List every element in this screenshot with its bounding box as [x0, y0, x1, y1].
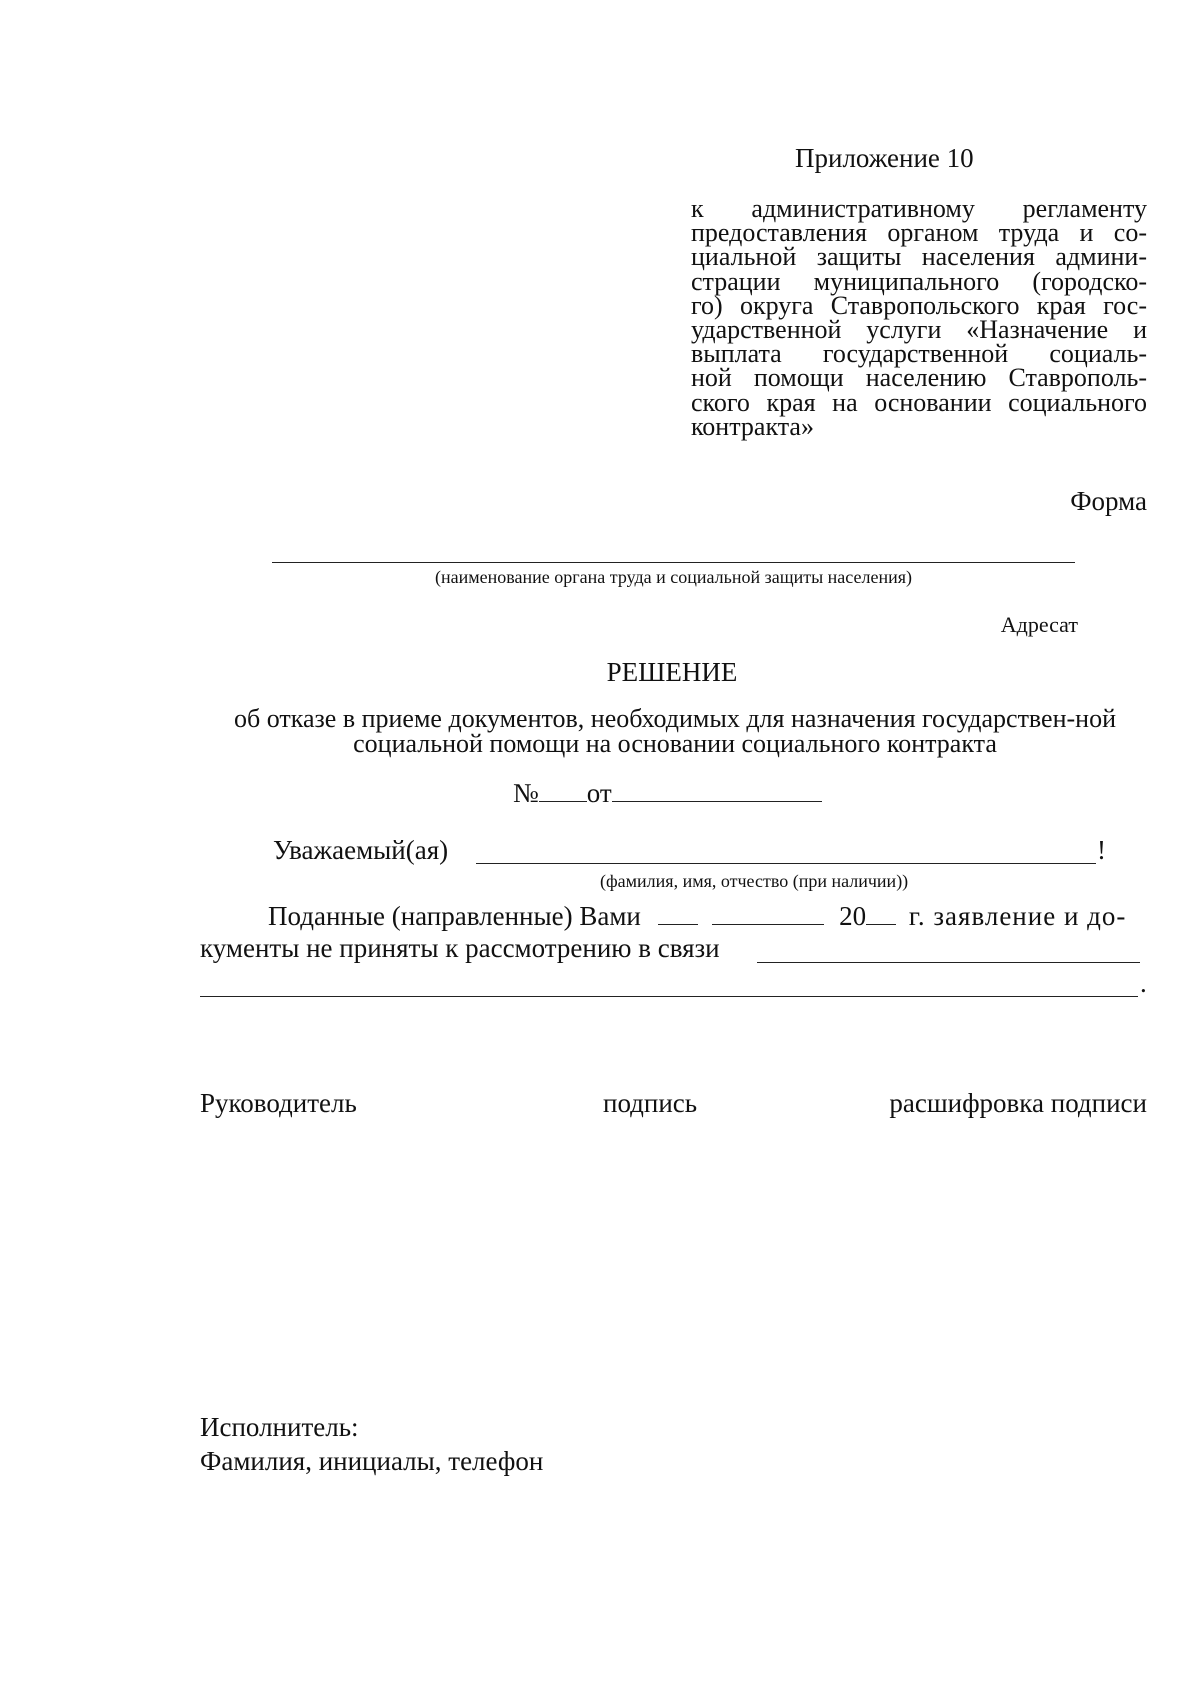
body-row-1-end: г. заявление и до-: [908, 901, 1127, 931]
month-blank[interactable]: [712, 902, 824, 925]
appendix-line: циальной защиты населения админи-: [691, 242, 1147, 272]
appendix-line: ского края на основании социального: [691, 387, 1147, 417]
body-end-period: .: [1140, 968, 1147, 998]
addressee-label: Адресат: [1000, 612, 1078, 637]
appendix-line: ударственной услуги «Назначение и: [691, 314, 1147, 344]
greeting-label: Уважаемый(ая): [273, 835, 449, 865]
number-blank[interactable]: [539, 779, 587, 802]
full-name-caption: (фамилия, имя, отчество (при наличии)): [600, 871, 909, 891]
decision-subtitle: об отказе в приеме документов, необходимых для назначения государствен-ной социальной помощи на основании социального контракта: [233, 704, 1116, 758]
executor-info: Фамилия, инициалы, телефон: [200, 1446, 544, 1476]
signature-decode-label: расшифровка подписи: [889, 1088, 1147, 1118]
appendix-line: контракта»: [691, 411, 814, 441]
decision-title: РЕШЕНИЕ: [606, 657, 738, 687]
signatory-role: Руководитель: [200, 1088, 357, 1118]
appendix-text-block: [691, 194, 1147, 441]
appendix-title: Приложение 10: [795, 143, 974, 173]
form-label: Форма: [1070, 486, 1147, 516]
org-name-caption: (наименование органа труда и социальной защиты населения): [435, 567, 912, 587]
appendix-line: выплата государственной социаль-: [691, 339, 1147, 369]
appendix-line: го) округа Ставропольского края гос-: [691, 290, 1147, 320]
date-blank[interactable]: [612, 779, 822, 802]
appendix-line: ной помощи населению Ставрополь-: [691, 363, 1147, 393]
appendix-line: к административному регламенту: [691, 194, 1147, 223]
reason-blank-line-1[interactable]: [757, 962, 1140, 963]
year-prefix: 20: [839, 901, 867, 931]
appendix-line: страции муниципального (городско-: [691, 266, 1147, 296]
year-blank[interactable]: [866, 902, 896, 925]
greeting-name-blank[interactable]: [476, 863, 1096, 864]
body-row-1-start: Поданные (направленные) Вами: [268, 901, 641, 931]
reason-blank-line-2[interactable]: [200, 996, 1138, 997]
day-blank[interactable]: [658, 902, 698, 925]
number-label: №: [513, 778, 539, 808]
executor-label: Исполнитель:: [200, 1412, 359, 1442]
org-name-blank-line[interactable]: [272, 562, 1075, 563]
body-row-2: кументы не приняты к рассмотрению в связи: [200, 933, 720, 963]
signature-label: подпись: [603, 1088, 698, 1118]
body-row-1: [200, 902, 1150, 930]
appendix-line: предоставления органом труда и со-: [691, 218, 1147, 248]
number-date-row: [513, 779, 822, 807]
greeting-exclamation: !: [1097, 835, 1106, 865]
from-label: от: [586, 778, 612, 808]
